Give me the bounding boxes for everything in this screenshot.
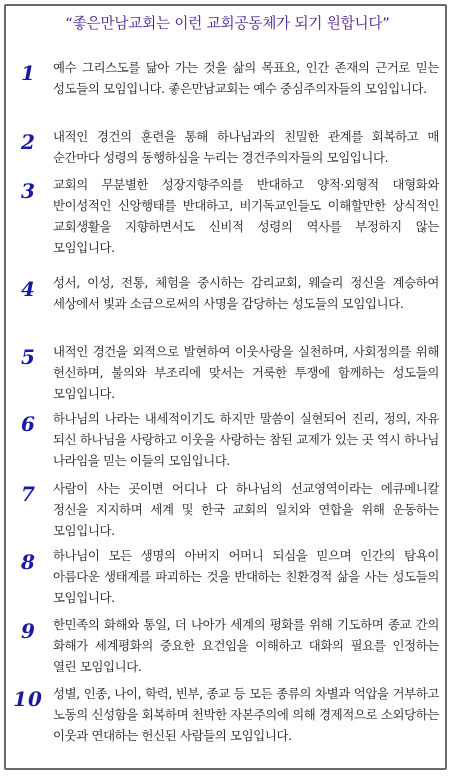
item-number: 4 — [21, 277, 35, 301]
item-number: 7 — [21, 482, 35, 506]
item-number: 2 — [21, 130, 35, 154]
item-text: 사람이 사는 곳이면 어디나 다 하나님의 선교영역이라는 에큐메니칼 정신을 지지하며 세계 및 한국 교회의 일치와 연합을 위해 운동하는 모임입니다. — [53, 481, 439, 538]
item-number: 10 — [13, 687, 43, 711]
item-text: 하나님이 모든 생명의 아버지 어머니 되심을 믿으며 인간의 탐욕이 아름다운 생태계를 파괴하는 것을 반대하는 친환경적 삶을 사는 성도들의 모임입니다. — [53, 548, 439, 605]
item-text: 성별, 인종, 나이, 학력, 빈부, 종교 등 모든 종류의 차별과 억압을 거부하고 노동의 신성함을 회복하며 천박한 자본주의에 의해 경제적으로 소외당하는 이웃과 연대하는 헌신된 사람들의 모임입니다. — [53, 686, 439, 743]
item-text: 성서, 이성, 전통, 체험을 중시하는 감리교회, 웨슬리 정신을 계승하여 세상에서 빛과 소금으로써의 사명을 감당하는 성도들의 모임입니다. — [53, 275, 439, 311]
item-number: 6 — [21, 412, 35, 436]
item-number: 9 — [21, 619, 35, 643]
item-text: 내적인 경건을 외적으로 발현하여 이웃사랑을 실천하며, 사회정의를 위해 헌신하며, 불의와 부조리에 맞서는 거룩한 투쟁에 함께하는 성도들의 모임입니다. — [53, 344, 439, 401]
item-text: 한민족의 화해와 통일, 더 나아가 세계의 평화를 위해 기도하며 종교 간의 화해가 세계평화의 중요한 요건임을 이해하고 대화의 필요를 인정하는 열린 모임입니다. — [53, 617, 439, 674]
item-number: 5 — [21, 345, 35, 369]
item-number: 1 — [21, 61, 35, 85]
item-text: 하나님의 나라는 내세적이기도 하지만 말씀이 실현되어 진리, 정의, 자유 되신 하나님을 사랑하고 이웃을 사랑하는 참된 교제가 있는 곳 역시 하나님 나라임을 믿는 이들의 모임입니다. — [53, 411, 439, 468]
item-text: 내적인 경건의 훈련을 통해 하나님과의 친밀한 관계를 회복하고 매 순간마다 성령의 동행하심을 누리는 경건주의자들의 모임입니다. — [53, 129, 439, 165]
item-number: 3 — [21, 179, 35, 203]
item-text: 예수 그리스도를 닮아 가는 것을 삶의 목표요, 인간 존재의 근거로 믿는 성도들의 모임입니다. 좋은만남교회는 예수 중심주의자들의 모임입니다. — [53, 60, 439, 96]
item-number: 8 — [21, 550, 35, 574]
page-title: “좋은만남교회는 이런 교회공동체가 되기 원합니다” — [65, 15, 390, 32]
item-text: 교회의 무분별한 성장지향주의를 반대하고 양적·외형적 대형화와 반이성적인 신앙행태를 반대하고, 비기독교인들도 이해할만한 상식적인 교회생활을 지향하면서도 신비적 성령의 역사를 부정하지 않는 모임입니다. — [53, 177, 439, 255]
